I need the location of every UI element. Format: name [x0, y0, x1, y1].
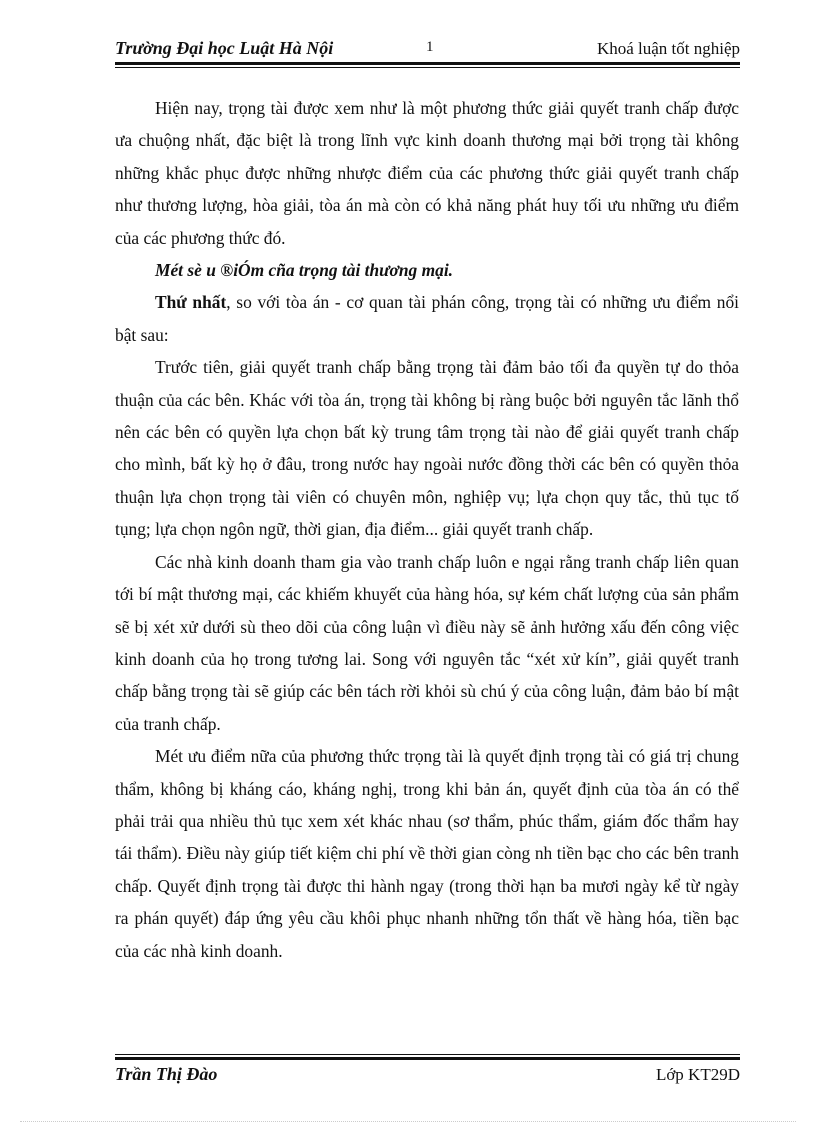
- intro-paragraph: Hiện nay, trọng tài được xem như là một phương thức giải quyết tranh chấp được ưa chuộng nhất, đặc biệt là trong lĩnh vực kinh doanh thương mại bởi trọng tài không những khắc phục được những nhược điểm của các phương thức giải quyết tranh chấp như thương lượng, hòa giải, tòa án mà còn có khả năng phát huy tối ưu những ưu điểm của các phương thức đó.: [115, 98, 739, 248]
- author-name: Trần Thị Đào: [115, 1064, 218, 1084]
- page-header: [115, 38, 740, 62]
- header-rule-thin: [115, 67, 740, 68]
- page-body: [115, 92, 739, 967]
- first-point-lead: Thứ nhất: [155, 292, 227, 313]
- page-footer: [115, 1064, 740, 1088]
- page-edge-dotted-line: [20, 1121, 796, 1122]
- footer-rule-thick: [115, 1057, 740, 1060]
- point-paragraph-3: Mét ưu điểm nữa của phương thức trọng tài là quyết định trọng tài có giá trị chung thẩm, không bị kháng cáo, kháng nghị, trong khi bản án, quyết định của tòa án có thể phải trải qua nhiều thủ tục xem xét khác nhau (sơ thẩm, phúc thẩm, giám đốc thẩm hay tái thẩm). Điều này giúp tiết kiệm chi phí về thời gian còng nh tiền bạc cho các bên tranh chấp. Quyết định trọng tài được thi hành ngay (trong thời hạn ba mươi ngày kể từ ngày ra phán quyết) đáp ứng yêu cầu khôi phục nhanh những tổn thất về hàng hóa, tiền bạc của các nhà kinh doanh.: [115, 746, 739, 961]
- section-heading: Mét sè u ®iÓm cña trọng tài thương mại.: [155, 260, 453, 281]
- page-number: 1: [426, 39, 434, 55]
- school-name: Trường Đại học Luật Hà Nội: [115, 38, 334, 58]
- point-paragraph-1: Trước tiên, giải quyết tranh chấp bằng trọng tài đảm bảo tối đa quyền tự do thỏa thuận của các bên. Khác với tòa án, trọng tài không bị ràng buộc bởi nguyên tắc lãnh thổ nên các bên có quyền lựa chọn bất kỳ trung tâm trọng tài nào để giải quyết tranh chấp cho mình, bất kỳ họ ở đâu, trong nước hay ngoài nước đồng thời các bên có quyền thỏa thuận lựa chọn trọng tài viên có chuyên môn, nghiệp vụ; lựa chọn quy tắc, thủ tục tố tụng; lựa chọn ngôn ngữ, thời gian, địa điểm... giải quyết tranh chấp.: [115, 357, 739, 540]
- footer-rule-thin: [115, 1054, 740, 1055]
- class-name: Lớp KT29D: [655, 1065, 740, 1084]
- header-rule-thick: [115, 62, 740, 65]
- first-point-text: , so với tòa án - cơ quan tài phán công, trọng tài có những ưu điểm nổi bật sau:: [115, 292, 739, 345]
- point-paragraph-2: Các nhà kinh doanh tham gia vào tranh chấp luôn e ngại rằng tranh chấp liên quan tới bí mật thương mại, các khiếm khuyết của hàng hóa, sự kém chất lượng của sản phẩm sẽ bị xét xử dưới sù theo dõi của công luận vì điều này sẽ ảnh hưởng xấu đến công việc kinh doanh của họ trong tương lai. Song với nguyên tắc “xét xử kín”, giải quyết tranh chấp bằng trọng tài sẽ giúp các bên tách rời khỏi sù chú ý của công luận, đảm bảo bí mật của tranh chấp.: [115, 551, 739, 734]
- first-point-paragraph: [115, 286, 739, 351]
- document-type: Khoá luận tốt nghiệp: [596, 39, 740, 58]
